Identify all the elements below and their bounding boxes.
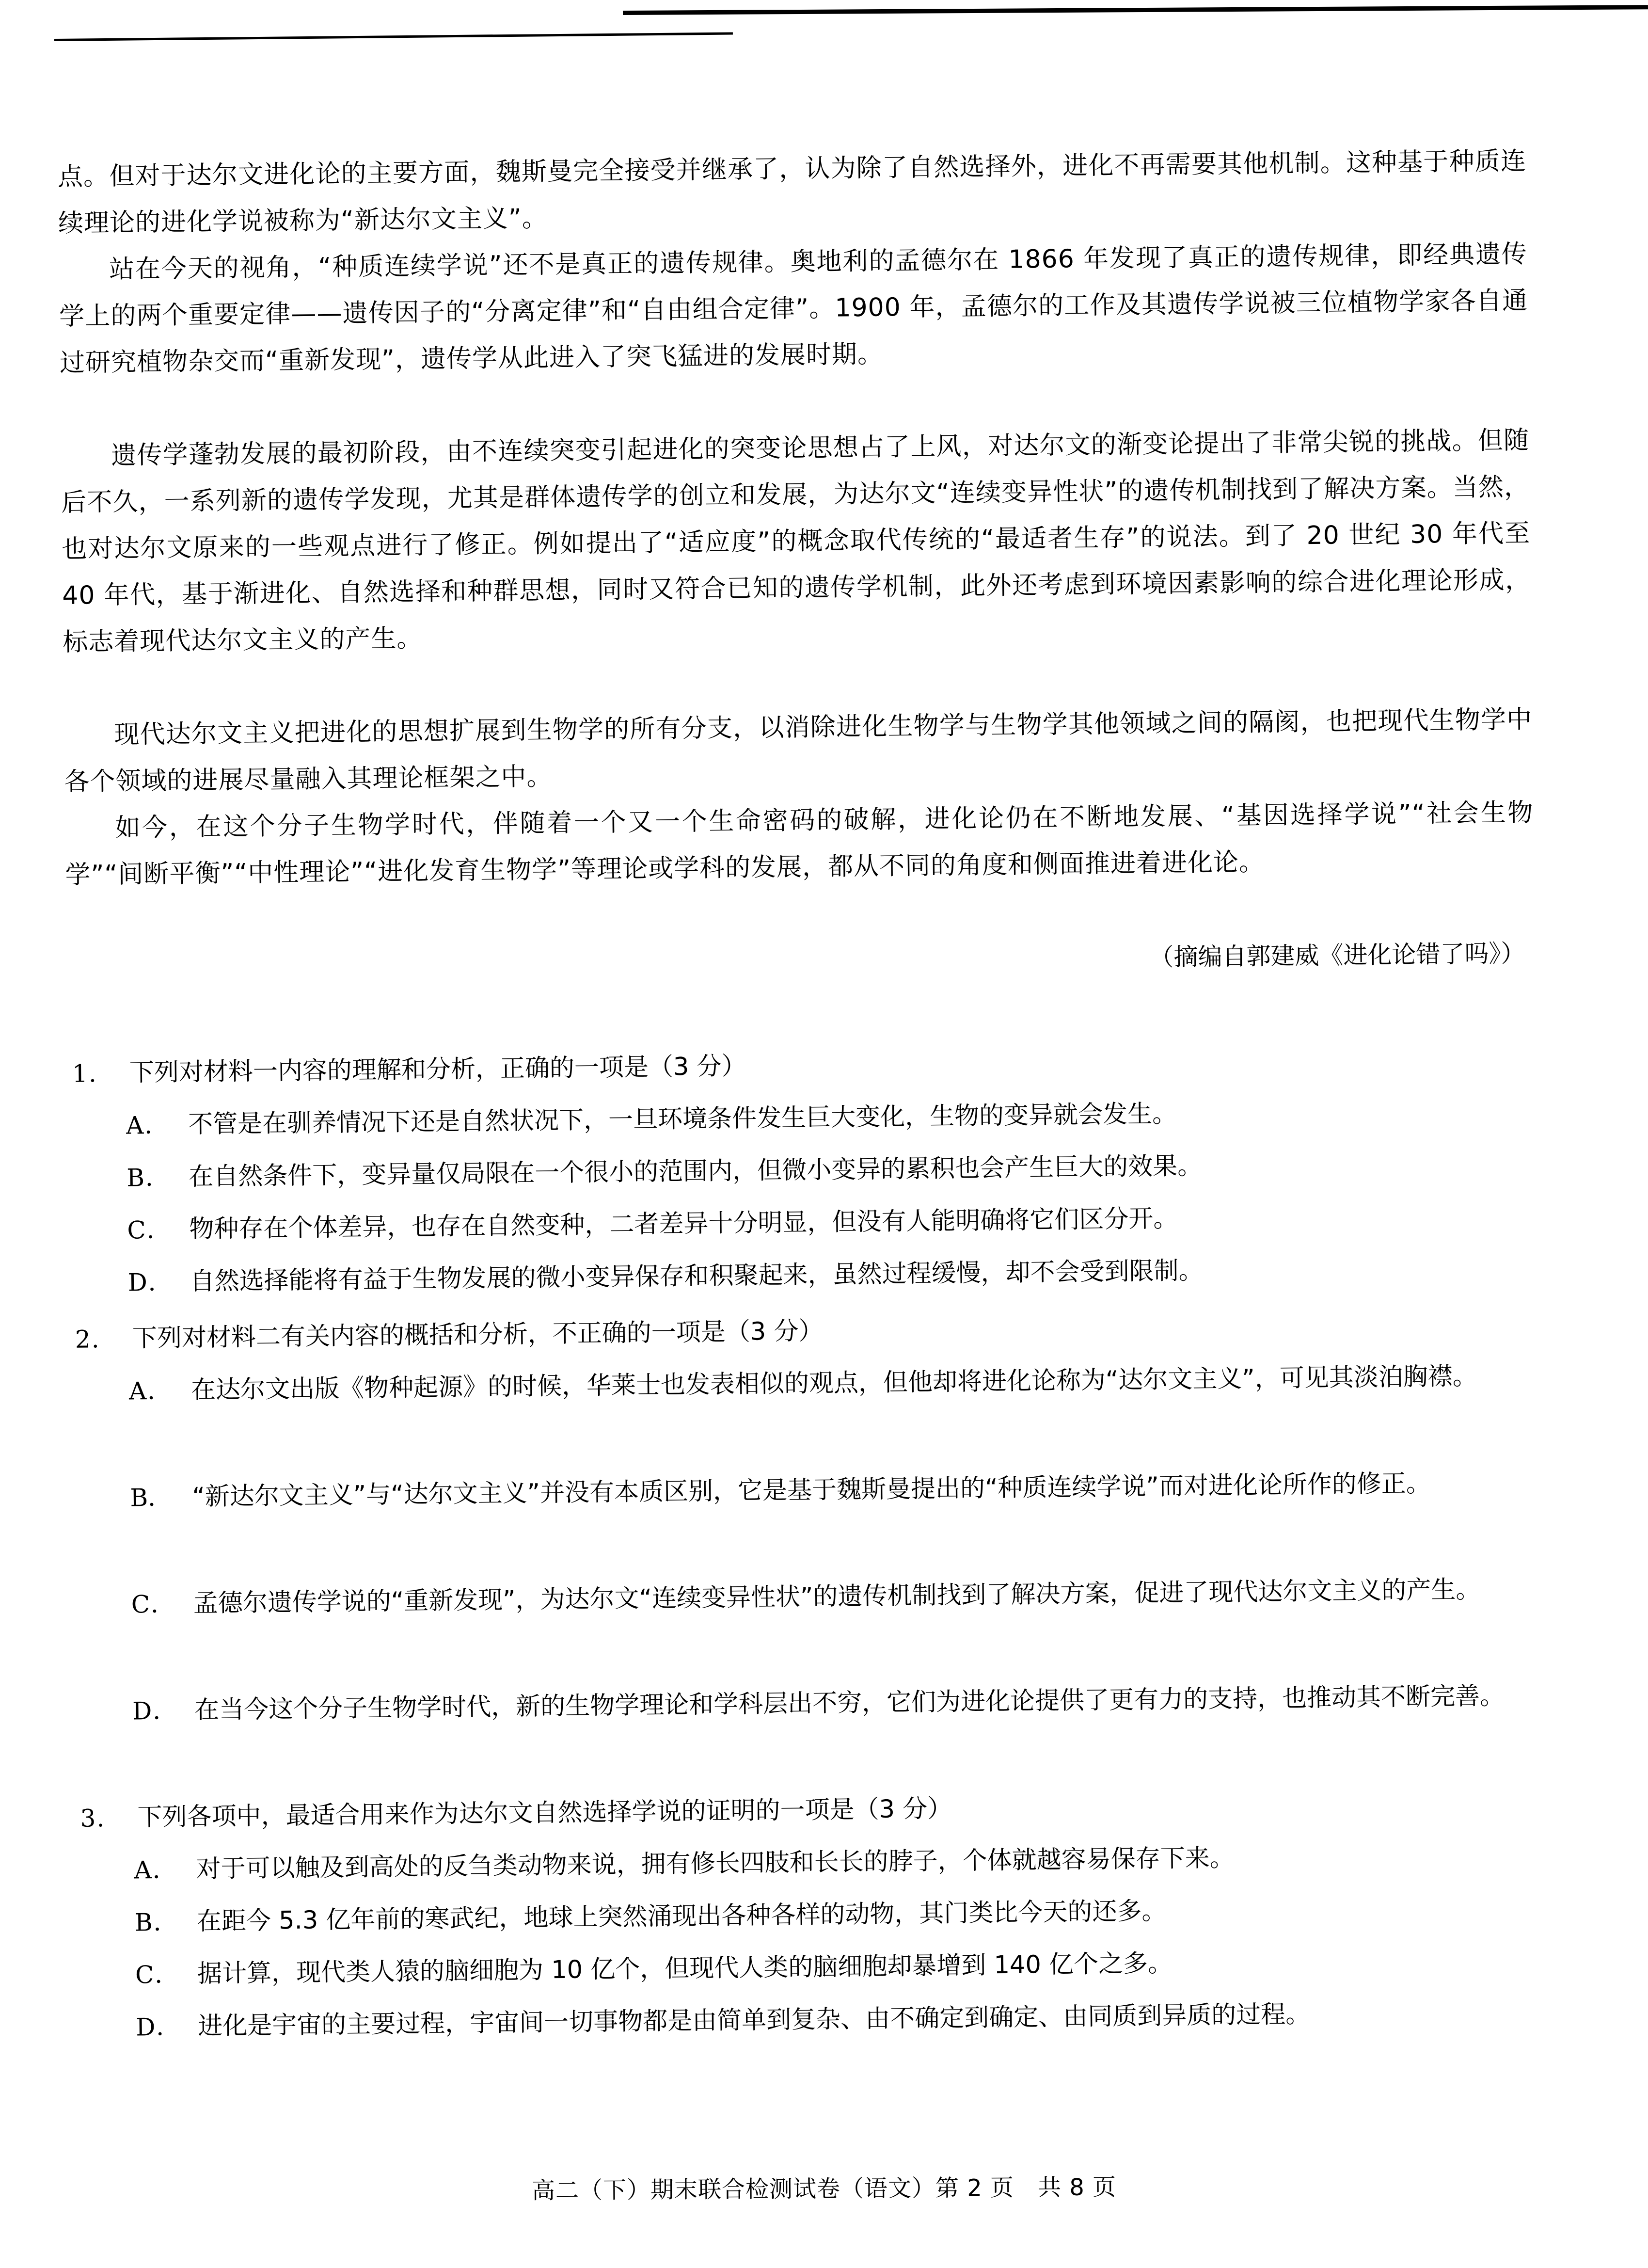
option-letter: C． [127,1215,173,1245]
passage-paragraph-3: 遗传学蓬勃发展的最初阶段，由不连续突变引起进化的突变论思想占了上风，对达尔文的渐变论提出了非常尖锐的挑战。但随后不久，一系列新的遗传学发现，尤其是群体遗传学的创立和发展，为达尔文“连续变异性状”的遗传机制找到了解决方案。当然，也对达尔文原来的一些观点进行了修正。例如提出了“适应度”的概念取代传统的“最适者生存”的说法。到了 20 世纪 30 年代至 40 年代，基于渐进化、自然选择和种群思想，同时又符合已知的遗传学机制，此外还考虑到环境因素影响的综合进化理论形成，标志着现代达尔文主义的产生。 [61,426,1531,657]
option-letter: B． [130,1483,173,1512]
option-letter: C． [131,1590,176,1619]
question-3-number: 3. [80,1804,106,1833]
scan-artifact-rule-right [623,5,1648,15]
option-text: 不管是在驯养情况下还是自然状况下，一旦环境条件发生巨大变化，生物的变异就会发生。 [188,1100,1177,1139]
question-2-option-c[interactable] [78,1563,1542,1631]
option-letter: A． [128,1376,173,1406]
passage-paragraph-4: 现代达尔文主义把进化的思想扩展到生物学的所有分支，以消除进化生物学与生物学其他领域之间的隔阂，也把现代生物学中各个领域的进展尽量融入其理论框架之中。 [64,705,1533,797]
question-2-option-d[interactable] [79,1670,1543,1738]
option-letter: C． [135,1960,180,1989]
passage-paragraph-5: 如今，在这个分子生物学时代，伴随着一个又一个生命密码的破解，进化论仍在不断地发展、“基因选择学说”“社会生物学”“间断平衡”“中性理论”“进化发育生物学”等理论或学科的发展，都从不同的角度和侧面推进着进化论。 [65,798,1534,890]
option-text: 进化是宇宙的主要过程，宇宙间一切事物都是由简单到复杂、由不确定到确定、由同质到异质的过程。 [197,2000,1311,2041]
option-text: 物种存在个体差异，也存在自然变种，二者差异十分明显，但没有人能明确将它们区分开。 [189,1204,1178,1244]
question-1-number: 1. [72,1059,98,1088]
option-text: 在达尔文出版《物种起源》的时候，华莱士也发表相似的观点，但他却将进化论称为“达尔文主义”，可见其淡泊胸襟。 [190,1362,1478,1405]
passage-attribution: （摘编自郭建威《进化论错了吗》） [1149,939,1525,972]
option-text: 自然选择能将有益于生物发展的微小变异保存和积聚起来，虽然过程缓慢，却不会受到限制。 [190,1256,1204,1296]
option-letter: A． [126,1111,170,1140]
question-2-option-b[interactable] [77,1456,1541,1525]
option-letter: A． [134,1855,178,1885]
option-text: 孟德尔遗传学说的“重新发现”，为达尔文“连续变异性状”的遗传机制找到了解决方案，促进了现代达尔文主义的产生。 [193,1575,1481,1618]
option-text: 在自然条件下，变异量仅局限在一个很小的范围内，但微小变异的累积也会产生巨大的效果。 [188,1151,1203,1192]
option-letter: B． [127,1163,171,1192]
page-footer: 高二（下）期末联合检测试卷（语文）第 2 页 共 8 页 [531,2173,1117,2204]
option-letter: D． [132,1696,178,1725]
option-text: 对于可以触及到高处的反刍类动物来说，拥有修长四肢和长长的脖子，个体就越容易保存下来。 [196,1843,1235,1884]
question-3-stem: 下列各项中，最适合用来作为达尔文自然选择学说的证明的一项是（3 分） [137,1794,952,1832]
option-text: 据计算，现代类人猿的脑细胞为 10 亿个，但现代人类的脑细胞却暴增到 140 亿个之多。 [197,1949,1173,1989]
option-text: 在当今这个分子生物学时代，新的生物学理论和学科层出不穷，它们为进化论提供了更有力的支持，也推动其不断完善。 [194,1681,1505,1725]
option-text: “新达尔文主义”与“达尔文主义”并没有本质区别，它是基于魏斯曼提出的“种质连续学说”而对进化论所作的修正。 [192,1469,1431,1512]
option-letter: D． [135,2012,182,2042]
passage-paragraph-1: 点。但对于达尔文进化论的主要方面，魏斯曼完全接受并继承了，认为除了自然选择外，进化不再需要其他机制。这种基于种质连续理论的进化学说被称为“新达尔文主义”。 [57,146,1527,238]
option-letter: D． [127,1268,174,1297]
scan-artifact-rule-left [54,32,733,41]
question-1-stem: 下列对材料一内容的理解和分析，正确的一项是（3 分） [129,1052,746,1087]
option-text: 在距今 5.3 亿年前的寒武纪，地球上突然涌现出各种各样的动物，其门类比今天的还多。 [196,1897,1167,1936]
passage-paragraph-2: 站在今天的视角，“种质连续学说”还不是真正的遗传规律。奥地利的孟德尔在 1866 年发现了真正的遗传规律，即经典遗传学上的两个重要定律——遗传因子的“分离定律”和“自由组合定律”。1900 年，孟德尔的工作及其遗传学说被三位植物学家各自通过研究植物杂交而“重新发现”，遗传学从此进入了突飞猛进的发展时期。 [59,240,1528,378]
question-2-stem: 下列对材料二有关内容的概括和分析，不正确的一项是（3 分） [132,1317,824,1353]
option-letter: B． [134,1908,179,1937]
question-2-number: 2. [75,1325,100,1354]
